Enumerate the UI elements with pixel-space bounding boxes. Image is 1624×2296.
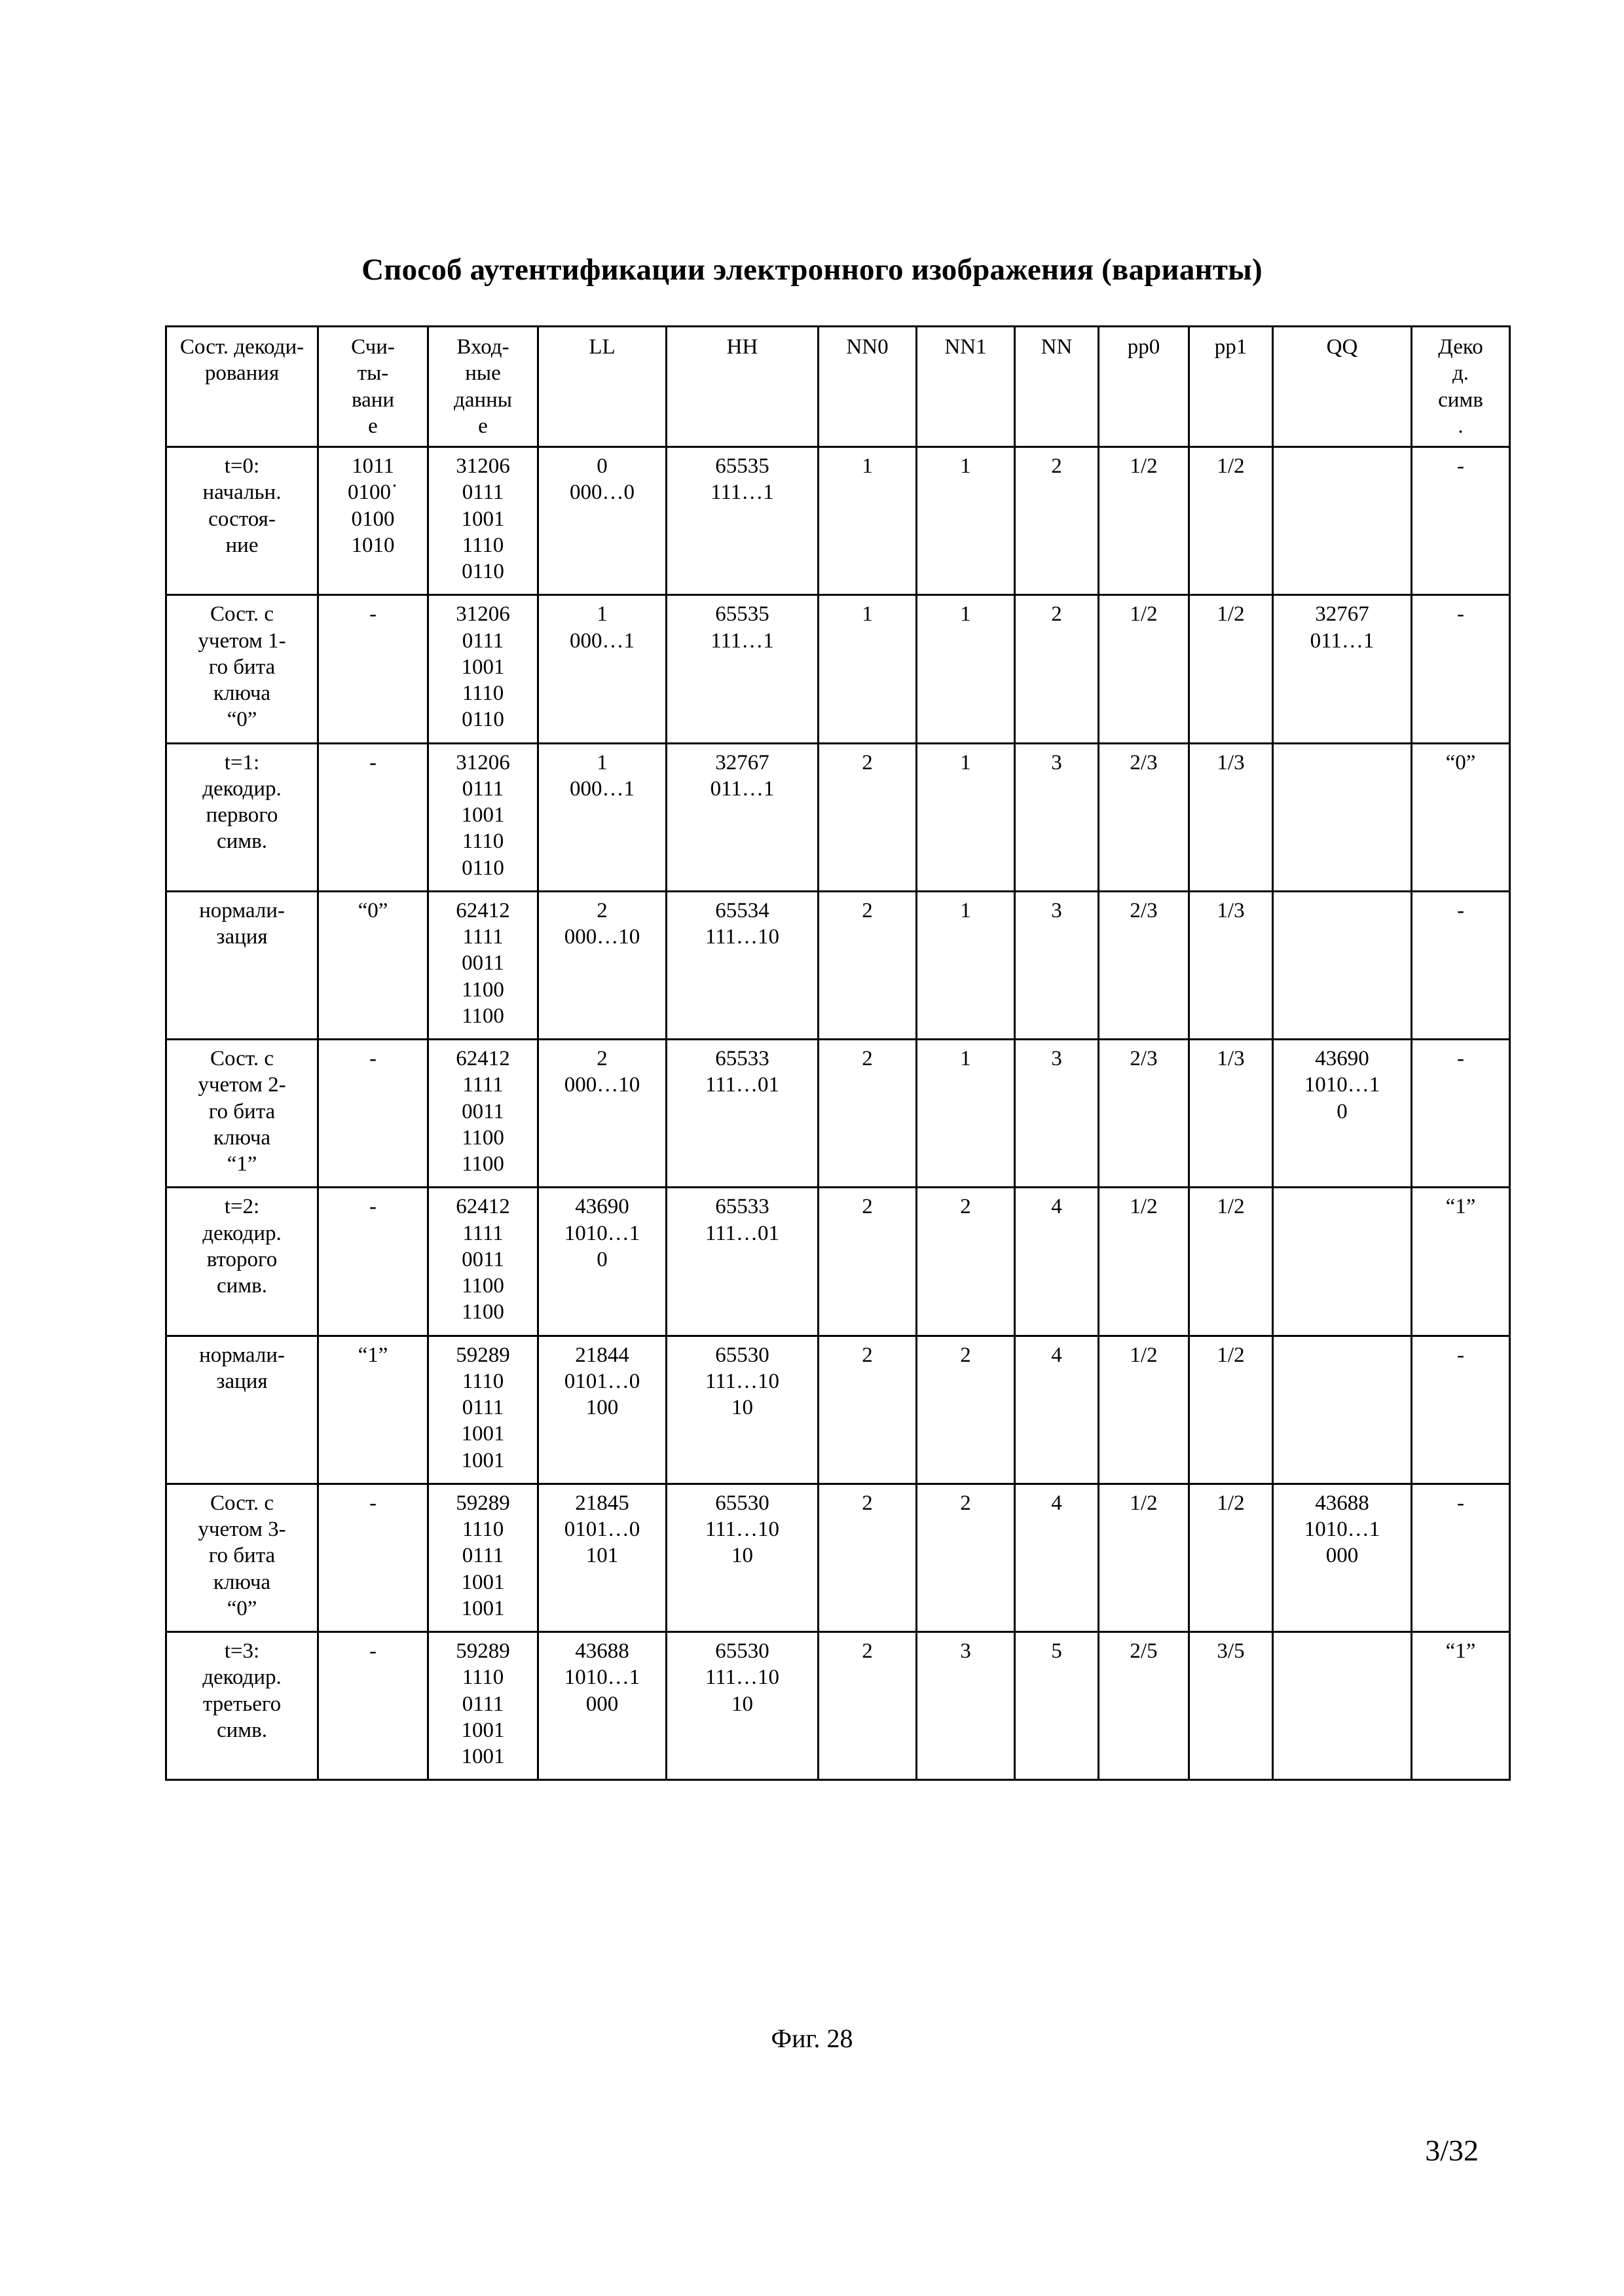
cell-read: - bbox=[318, 1484, 428, 1631]
column-header-input: Вход- ные данны е bbox=[428, 327, 538, 447]
cell-input: 59289 1110 0111 1001 1001 bbox=[428, 1336, 538, 1484]
cell-decoded: - bbox=[1412, 595, 1510, 743]
cell-state: t=1: декодир. первого симв. bbox=[166, 743, 318, 891]
cell-qq: 32767 011…1 bbox=[1273, 595, 1412, 743]
cell-input: 62412 1111 0011 1100 1100 bbox=[428, 891, 538, 1039]
cell-qq bbox=[1273, 891, 1412, 1039]
cell-nn1: 3 bbox=[917, 1632, 1015, 1780]
decoding-table-container bbox=[165, 325, 1483, 1781]
cell-state: нормали- зация bbox=[166, 891, 318, 1039]
cell-input: 59289 1110 0111 1001 1001 bbox=[428, 1484, 538, 1631]
cell-pp0: 1/2 bbox=[1099, 1336, 1189, 1484]
cell-nn0: 2 bbox=[819, 1188, 917, 1336]
column-header-decoded-symbol: Деко д. симв . bbox=[1412, 327, 1510, 447]
cell-pp0: 2/3 bbox=[1099, 743, 1189, 891]
table-row bbox=[166, 595, 1510, 743]
cell-qq: 43688 1010…1 000 bbox=[1273, 1484, 1412, 1631]
cell-hh: 65535 111…1 bbox=[667, 595, 819, 743]
cell-qq bbox=[1273, 447, 1412, 595]
cell-hh: 32767 011…1 bbox=[667, 743, 819, 891]
cell-ll: 43690 1010…1 0 bbox=[538, 1188, 667, 1336]
cell-qq bbox=[1273, 1188, 1412, 1336]
cell-qq bbox=[1273, 1336, 1412, 1484]
cell-state: нормали- зация bbox=[166, 1336, 318, 1484]
cell-qq: 43690 1010…1 0 bbox=[1273, 1040, 1412, 1188]
cell-nn1: 2 bbox=[917, 1336, 1015, 1484]
cell-nn: 5 bbox=[1015, 1632, 1099, 1780]
figure-caption: Фиг. 28 bbox=[771, 2024, 853, 2053]
cell-decoded: - bbox=[1412, 447, 1510, 595]
cell-state: t=0: начальн. состоя- ние bbox=[166, 447, 318, 595]
page-number: 3/32 bbox=[1425, 2134, 1479, 2167]
cell-input: 62412 1111 0011 1100 1100 bbox=[428, 1188, 538, 1336]
column-header-pp0: pp0 bbox=[1099, 327, 1189, 447]
cell-nn: 3 bbox=[1015, 743, 1099, 891]
cell-nn0: 2 bbox=[819, 1040, 917, 1188]
cell-qq bbox=[1273, 743, 1412, 891]
cell-input: 31206 0111 1001 1110 0110 bbox=[428, 743, 538, 891]
cell-decoded: - bbox=[1412, 891, 1510, 1039]
column-header-ll: LL bbox=[538, 327, 667, 447]
cell-nn0: 2 bbox=[819, 1336, 917, 1484]
cell-nn1: 1 bbox=[917, 595, 1015, 743]
cell-input: 62412 1111 0011 1100 1100 bbox=[428, 1040, 538, 1188]
table-row bbox=[166, 1336, 1510, 1484]
table-row bbox=[166, 891, 1510, 1039]
cell-nn: 3 bbox=[1015, 891, 1099, 1039]
cell-hh: 65533 111…01 bbox=[667, 1040, 819, 1188]
cell-hh: 65535 111…1 bbox=[667, 447, 819, 595]
cell-pp1: 1/3 bbox=[1189, 891, 1273, 1039]
cell-pp1: 1/2 bbox=[1189, 595, 1273, 743]
cell-pp0: 1/2 bbox=[1099, 595, 1189, 743]
cell-nn: 4 bbox=[1015, 1484, 1099, 1631]
cell-nn0: 1 bbox=[819, 595, 917, 743]
cell-read: - bbox=[318, 595, 428, 743]
column-header-qq: QQ bbox=[1273, 327, 1412, 447]
table-row bbox=[166, 1632, 1510, 1780]
cell-hh: 65530 111…10 10 bbox=[667, 1632, 819, 1780]
cell-hh: 65530 111…10 10 bbox=[667, 1336, 819, 1484]
cell-pp0: 1/2 bbox=[1099, 1484, 1189, 1631]
cell-ll: 21844 0101…0 100 bbox=[538, 1336, 667, 1484]
cell-nn0: 1 bbox=[819, 447, 917, 595]
cell-nn: 4 bbox=[1015, 1188, 1099, 1336]
table-row bbox=[166, 1484, 1510, 1631]
table-header-row bbox=[166, 327, 1510, 447]
cell-hh: 65533 111…01 bbox=[667, 1188, 819, 1336]
cell-nn1: 2 bbox=[917, 1484, 1015, 1631]
cell-nn: 4 bbox=[1015, 1336, 1099, 1484]
cell-pp1: 1/2 bbox=[1189, 1336, 1273, 1484]
table-row bbox=[166, 1188, 1510, 1336]
column-header-pp1: pp1 bbox=[1189, 327, 1273, 447]
table-row bbox=[166, 1040, 1510, 1188]
cell-nn1: 1 bbox=[917, 1040, 1015, 1188]
cell-pp1: 1/3 bbox=[1189, 743, 1273, 891]
table-row bbox=[166, 743, 1510, 891]
cell-read: - bbox=[318, 1188, 428, 1336]
decoding-table bbox=[165, 325, 1511, 1781]
cell-hh: 65530 111…10 10 bbox=[667, 1484, 819, 1631]
cell-pp1: 1/2 bbox=[1189, 1188, 1273, 1336]
cell-ll: 2 000…10 bbox=[538, 891, 667, 1039]
cell-state: Сост. с учетом 2- го бита ключа “1” bbox=[166, 1040, 318, 1188]
table-row bbox=[166, 447, 1510, 595]
cell-decoded: “0” bbox=[1412, 743, 1510, 891]
cell-state: t=3: декодир. третьего симв. bbox=[166, 1632, 318, 1780]
cell-pp1: 1/2 bbox=[1189, 1484, 1273, 1631]
cell-pp1: 3/5 bbox=[1189, 1632, 1273, 1780]
cell-nn0: 2 bbox=[819, 743, 917, 891]
cell-read: - bbox=[318, 743, 428, 891]
cell-ll: 2 000…10 bbox=[538, 1040, 667, 1188]
column-header-read: Счи- ты- вани е bbox=[318, 327, 428, 447]
cell-nn: 2 bbox=[1015, 447, 1099, 595]
column-header-hh: HH bbox=[667, 327, 819, 447]
cell-read: - bbox=[318, 1040, 428, 1188]
cell-decoded: - bbox=[1412, 1336, 1510, 1484]
cell-read: “0” bbox=[318, 891, 428, 1039]
cell-ll: 43688 1010…1 000 bbox=[538, 1632, 667, 1780]
cell-pp0: 2/3 bbox=[1099, 1040, 1189, 1188]
cell-nn1: 1 bbox=[917, 447, 1015, 595]
cell-ll: 0 000…0 bbox=[538, 447, 667, 595]
column-header-nn1: NN1 bbox=[917, 327, 1015, 447]
cell-nn0: 2 bbox=[819, 1632, 917, 1780]
cell-nn: 3 bbox=[1015, 1040, 1099, 1188]
cell-pp0: 2/3 bbox=[1099, 891, 1189, 1039]
cell-pp0: 2/5 bbox=[1099, 1632, 1189, 1780]
cell-state: t=2: декодир. второго симв. bbox=[166, 1188, 318, 1336]
cell-nn: 2 bbox=[1015, 595, 1099, 743]
cell-qq bbox=[1273, 1632, 1412, 1780]
cell-state: Сост. с учетом 1- го бита ключа “0” bbox=[166, 595, 318, 743]
cell-read: 1011 0100˙ 0100 1010 bbox=[318, 447, 428, 595]
cell-read: - bbox=[318, 1632, 428, 1780]
page-title: Способ аутентификации электронного изображения (варианты) bbox=[361, 253, 1263, 287]
cell-nn1: 1 bbox=[917, 891, 1015, 1039]
cell-input: 31206 0111 1001 1110 0110 bbox=[428, 447, 538, 595]
cell-hh: 65534 111…10 bbox=[667, 891, 819, 1039]
column-header-nn: NN bbox=[1015, 327, 1099, 447]
cell-decoded: - bbox=[1412, 1484, 1510, 1631]
cell-read: “1” bbox=[318, 1336, 428, 1484]
cell-nn0: 2 bbox=[819, 1484, 917, 1631]
cell-nn1: 1 bbox=[917, 743, 1015, 891]
cell-nn0: 2 bbox=[819, 891, 917, 1039]
cell-ll: 21845 0101…0 101 bbox=[538, 1484, 667, 1631]
cell-ll: 1 000…1 bbox=[538, 743, 667, 891]
cell-input: 59289 1110 0111 1001 1001 bbox=[428, 1632, 538, 1780]
cell-nn1: 2 bbox=[917, 1188, 1015, 1336]
column-header-state: Сост. декоди- рования bbox=[166, 327, 318, 447]
cell-pp0: 1/2 bbox=[1099, 1188, 1189, 1336]
cell-pp0: 1/2 bbox=[1099, 447, 1189, 595]
cell-ll: 1 000…1 bbox=[538, 595, 667, 743]
cell-state: Сост. с учетом 3- го бита ключа “0” bbox=[166, 1484, 318, 1631]
cell-pp1: 1/2 bbox=[1189, 447, 1273, 595]
cell-decoded: “1” bbox=[1412, 1632, 1510, 1780]
cell-pp1: 1/3 bbox=[1189, 1040, 1273, 1188]
cell-input: 31206 0111 1001 1110 0110 bbox=[428, 595, 538, 743]
cell-decoded: “1” bbox=[1412, 1188, 1510, 1336]
column-header-nn0: NN0 bbox=[819, 327, 917, 447]
cell-decoded: - bbox=[1412, 1040, 1510, 1188]
